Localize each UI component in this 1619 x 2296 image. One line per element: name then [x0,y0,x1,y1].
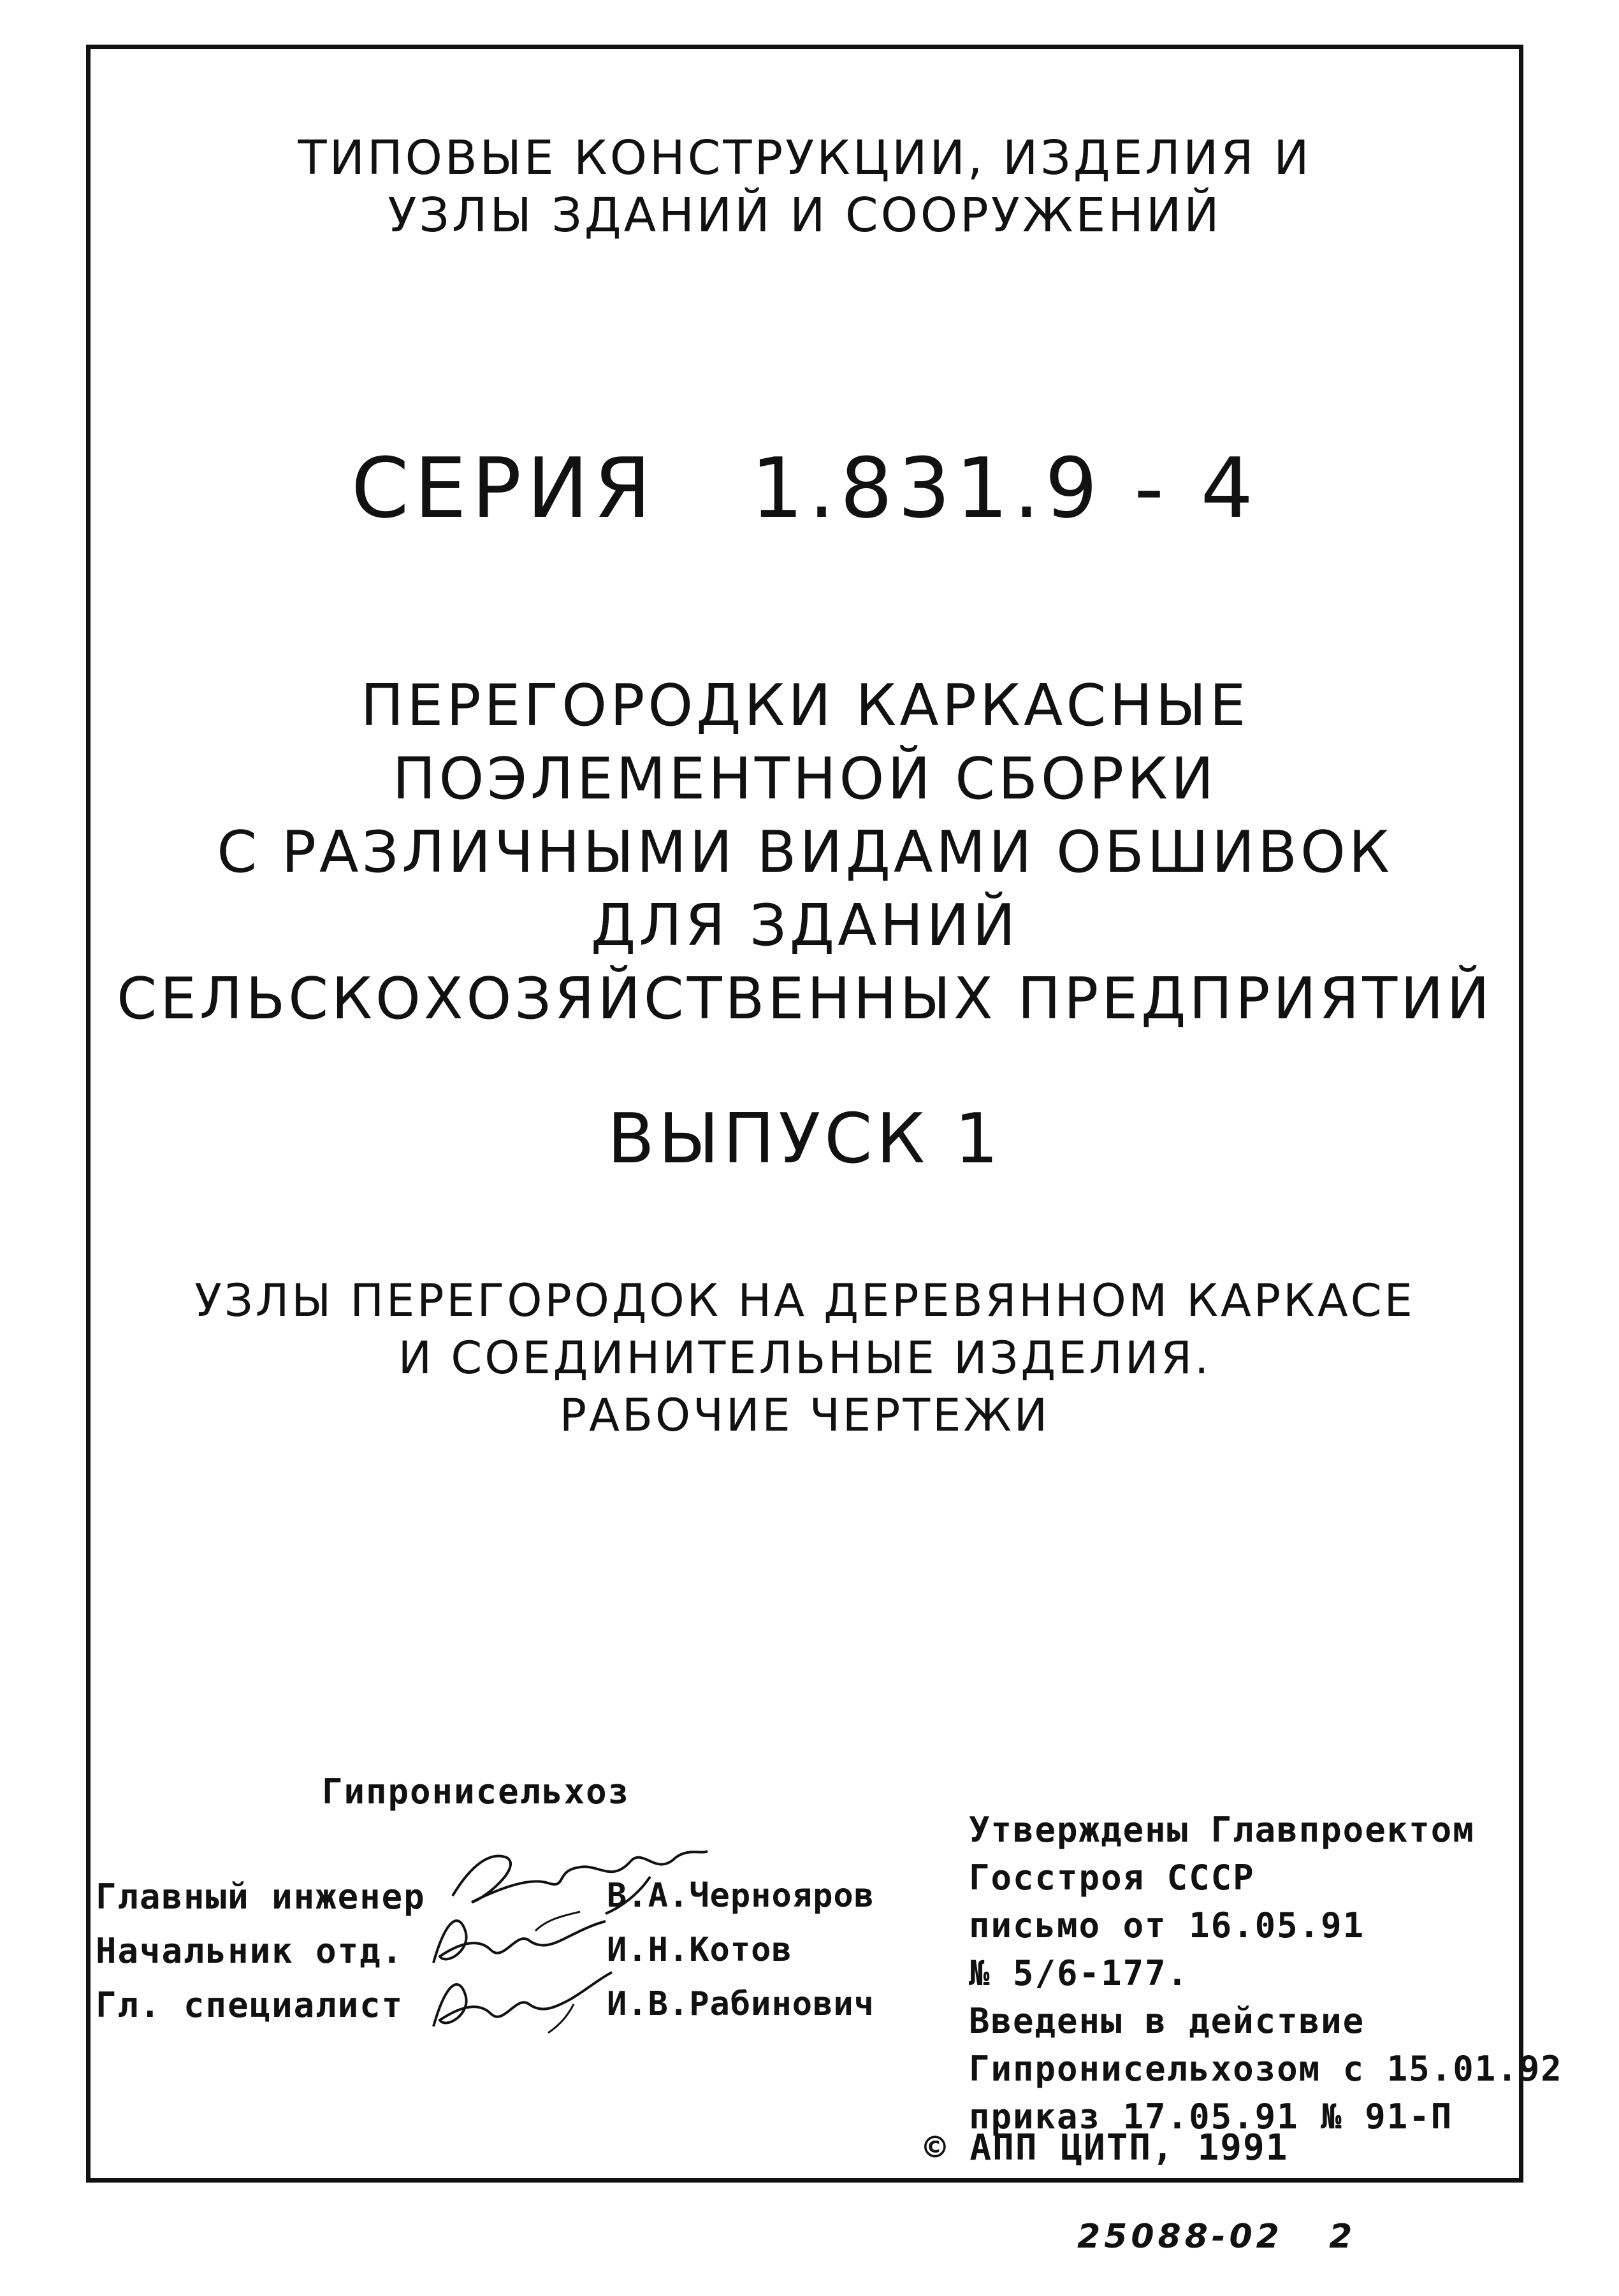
signature-chief-specialist [421,1966,625,2036]
approval-line-4: № 5/6-177. [969,1953,1189,1993]
copyright: © АПП ЦИТП, 1991 [924,2127,1289,2169]
signatory-role-3: Гл. специалист [96,1985,404,2025]
approval-line-3: письмо от 16.05.91 [969,1905,1365,1946]
signatory-role-2: Начальник отд. [96,1931,404,1971]
approval-line-1: Утверждены Главпроектом [969,1810,1475,1850]
subtitle-line-2: И СОЕДИНИТЕЛЬНЫЕ ИЗДЕЛИЯ. [398,1332,1212,1384]
approval-line-6: Гипронисельхозом с 15.01.92 [969,2049,1563,2089]
title-line-1: ПЕРЕГОРОДКИ КАРКАСНЫЕ [360,672,1249,739]
organization-name: Гипронисельхоз [322,1772,630,1812]
approval-line-2: Госстроя СССР [969,1858,1255,1898]
subtitle-line-1: УЗЛЫ ПЕРЕГОРОДОК НА ДЕРЕВЯННОМ КАРКАСЕ [194,1274,1415,1327]
signatory-name-1: В.А.Чернояров [607,1877,875,1915]
header-line-1: ТИПОВЫЕ КОНСТРУКЦИИ, ИЗДЕЛИЯ И [298,131,1312,185]
title-line-5: СЕЛЬСКОХОЗЯЙСТВЕННЫХ ПРЕДПРИЯТИЙ [117,965,1493,1032]
signature-chief-engineer [446,1838,714,1915]
document-number: 25088-02 2 [1077,2218,1356,2256]
series-title: СЕРИЯ 1.831.9 - 4 [351,440,1259,537]
signature-head-of-department [421,1905,612,1975]
title-line-3: С РАЗЛИЧНЫМИ ВИДАМИ ОБШИВОК [217,819,1393,886]
approval-line-5: Введены в действие [969,2001,1365,2041]
title-line-2: ПОЭЛЕМЕНТНОЙ СБОРКИ [392,746,1217,812]
title-line-4: ДЛЯ ЗДАНИЙ [590,892,1019,959]
subtitle-line-3: РАБОЧИЕ ЧЕРТЕЖИ [559,1389,1050,1441]
signatory-name-2: И.Н.Котов [607,1931,792,1969]
signatory-role-1: Главный инженер [96,1877,426,1917]
issue-title: ВЫПУСК 1 [607,1099,1003,1179]
signatory-name-3: И.В.Рабинович [607,1985,875,2023]
approval-line-7: приказ 17.05.91 № 91-П [969,2097,1453,2137]
header-line-2: УЗЛЫ ЗДАНИЙ И СООРУЖЕНИЙ [388,188,1222,243]
